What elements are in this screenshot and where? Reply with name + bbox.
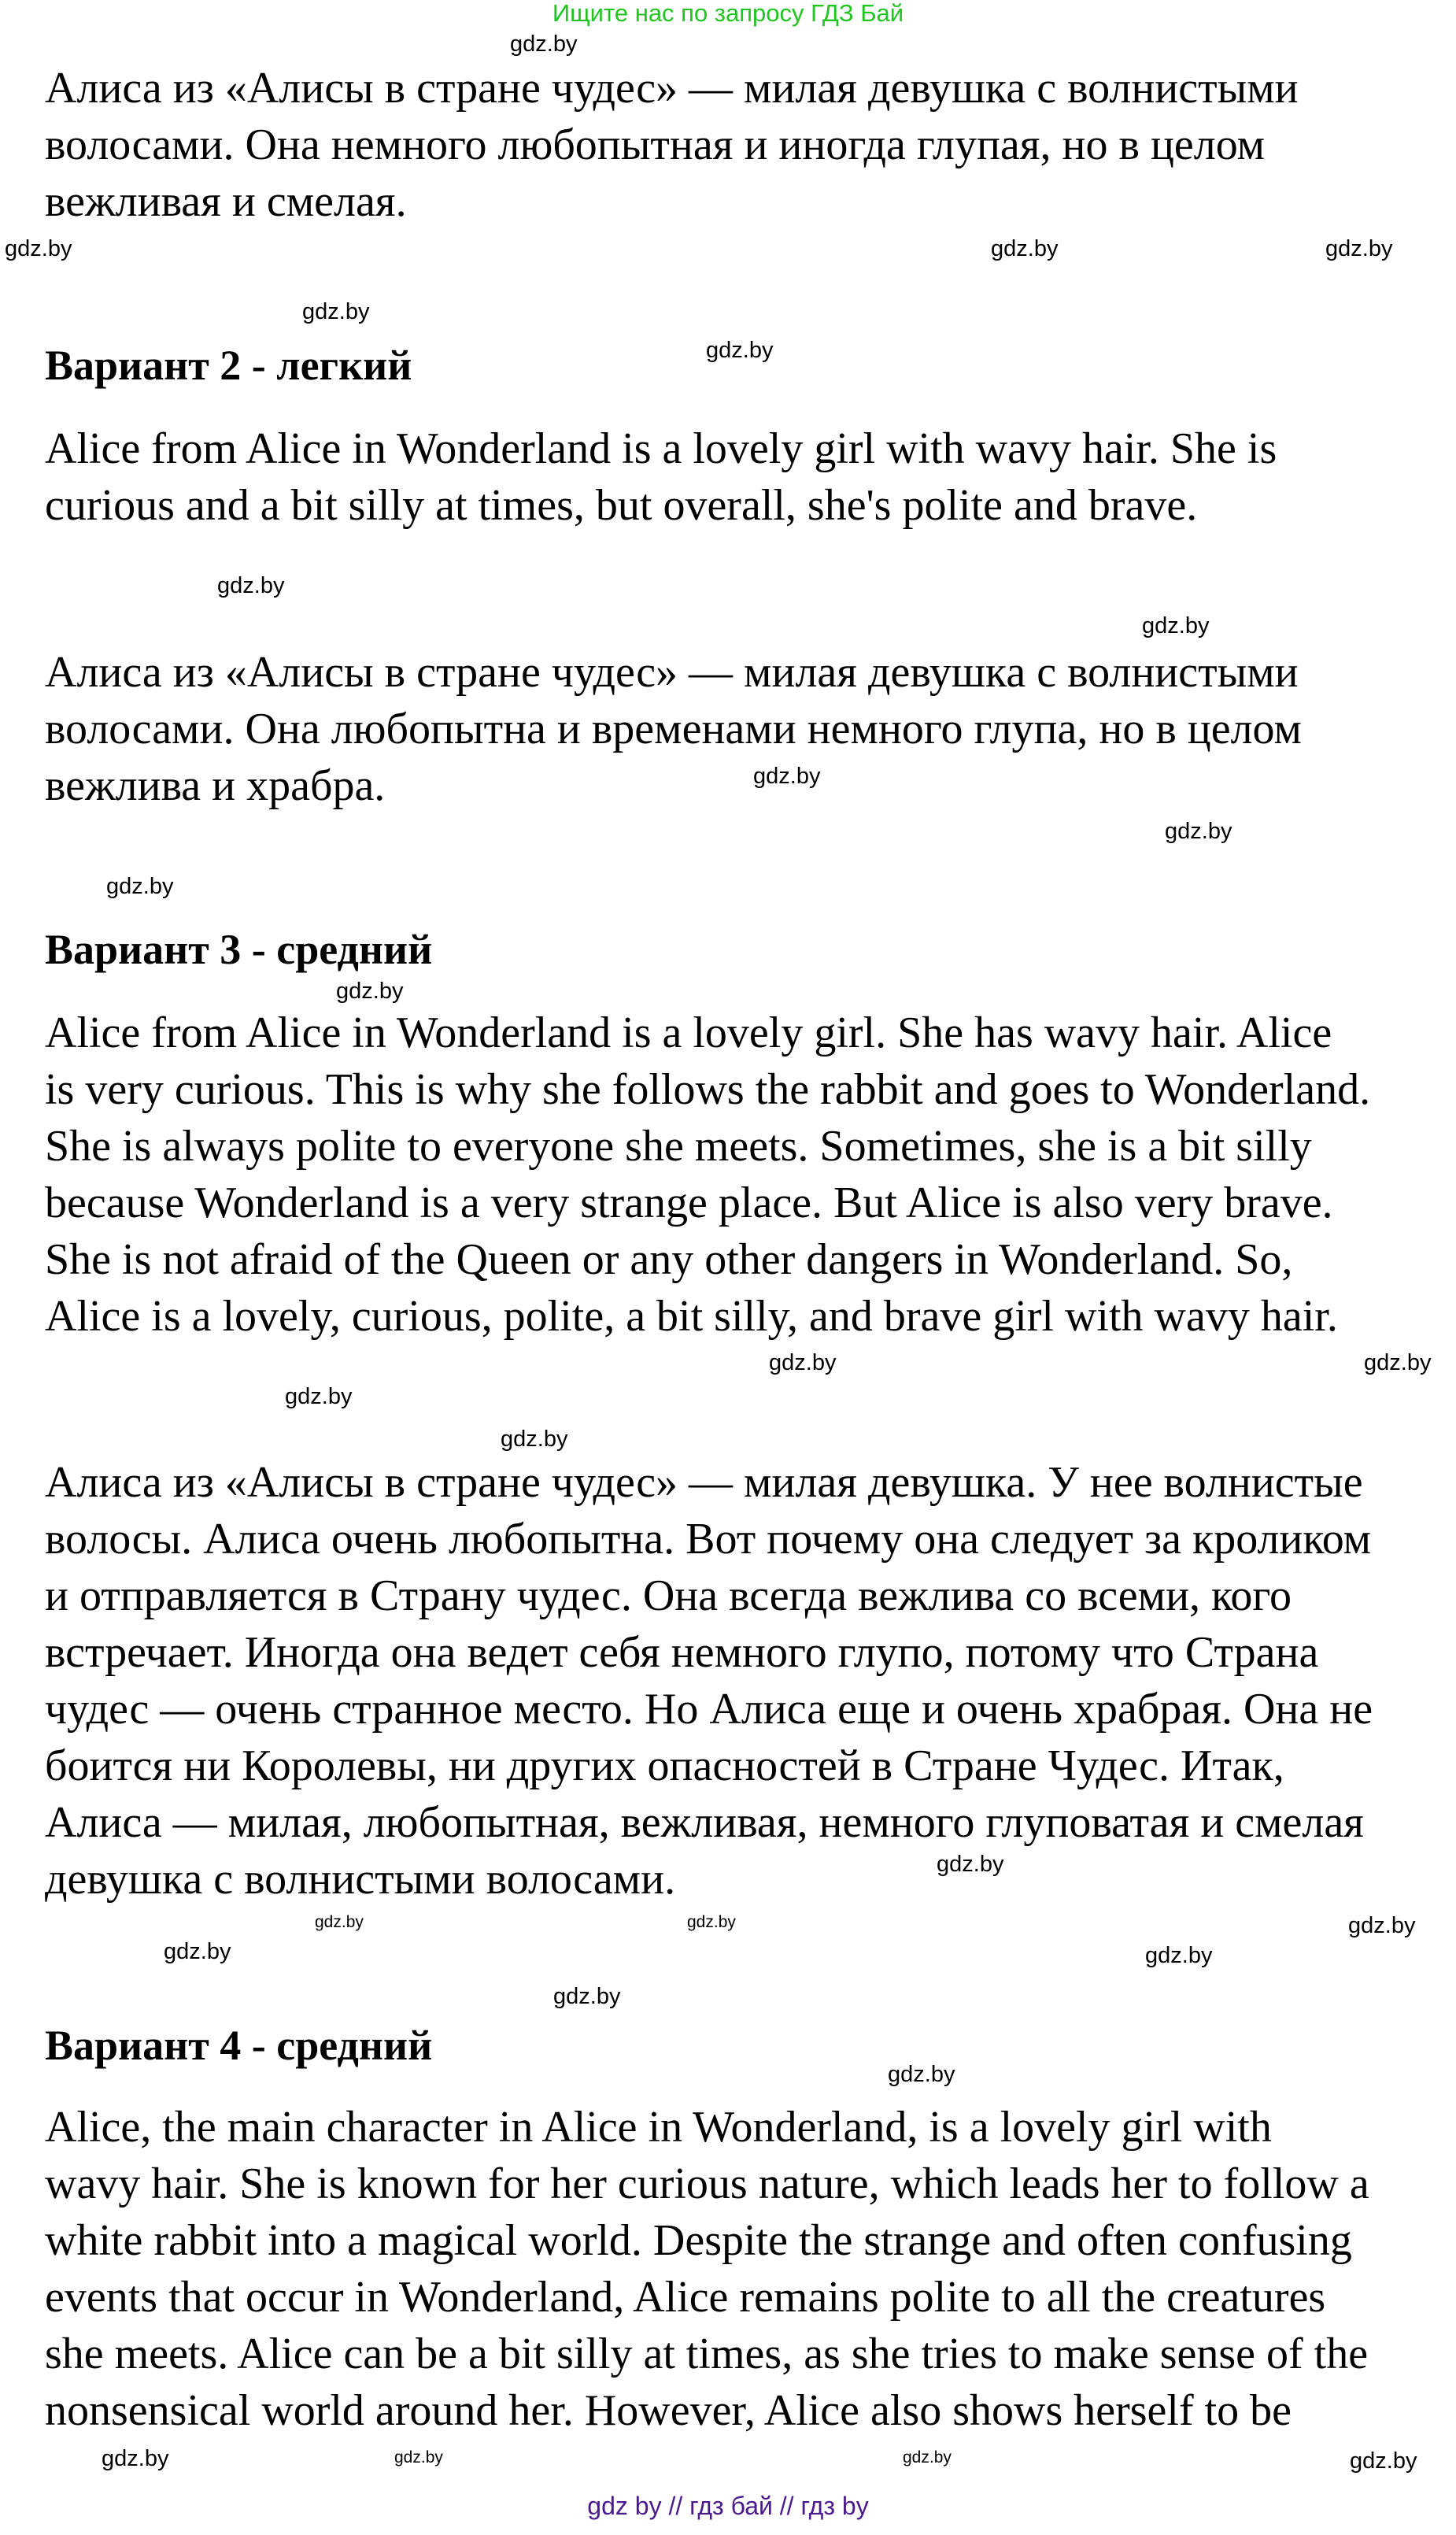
watermark: gdz.by: [769, 1350, 837, 1375]
watermark: gdz.by: [302, 299, 370, 324]
watermark: gdz.by: [1364, 1350, 1432, 1375]
text-line: Алиса из «Алисы в стране чудес» — милая девушка. У нее волнистые: [45, 1458, 1363, 1507]
watermark: gdz.by: [5, 236, 72, 261]
heading-variant-4: Вариант 4 - средний: [45, 2022, 433, 2069]
text-line: events that occur in Wonderland, Alice remains polite to all the creatures: [45, 2273, 1326, 2322]
watermark: gdz.by: [687, 1913, 736, 1931]
text-line: Alice from Alice in Wonderland is a lovely girl with wavy hair. She is: [45, 424, 1277, 473]
watermark: gdz.by: [217, 573, 285, 598]
watermark: gdz.by: [1145, 1943, 1213, 1968]
watermark: gdz.by: [1348, 1913, 1416, 1938]
watermark: gdz.by: [394, 2448, 443, 2467]
text-line: She is not afraid of the Queen or any other dangers in Wonderland. So,: [45, 1235, 1293, 1284]
text-line: because Wonderland is a very strange place. But Alice is also very brave.: [45, 1179, 1333, 1227]
text-line: чудес — очень странное место. Но Алиса еще и очень храбрая. Она не: [45, 1685, 1373, 1734]
text-line: Алиса из «Алисы в стране чудес» — милая девушка с волнистыми: [45, 64, 1299, 113]
text-line: Алиса — милая, любопытная, вежливая, немного глуповатая и смелая: [45, 1798, 1364, 1847]
text-line: Alice is a lovely, curious, polite, a bit silly, and brave girl with wavy hair.: [45, 1292, 1338, 1341]
watermark: gdz.by: [336, 979, 404, 1004]
heading-variant-2: Вариант 2 - легкий: [45, 342, 412, 389]
paragraph-en-2: [45, 420, 1277, 534]
watermark: gdz.by: [706, 338, 774, 363]
watermark: gdz.by: [510, 31, 578, 57]
watermark: gdz.by: [888, 2062, 955, 2087]
text-line: white rabbit into a magical world. Despite the strange and often confusing: [45, 2216, 1352, 2265]
paragraph-ru-1: [45, 60, 1299, 230]
watermark: gdz.by: [753, 764, 821, 789]
site-banner: Ищите нас по запросу ГДЗ Бай: [552, 0, 904, 27]
watermark: gdz.by: [553, 1984, 621, 2009]
text-line: и отправляется в Страну чудес. Она всегда вежлива со всеми, кого: [45, 1571, 1292, 1620]
watermark: gdz.by: [991, 236, 1059, 261]
paragraph-ru-3: [45, 1454, 1373, 1908]
watermark: gdz.by: [1350, 2448, 1417, 2474]
text-line: Алиса из «Алисы в стране чудес» — милая девушка с волнистыми: [45, 648, 1299, 697]
text-line: curious and a bit silly at times, but overall, she's polite and brave.: [45, 481, 1198, 530]
paragraph-ru-2: [45, 644, 1302, 814]
watermark: gdz.by: [102, 2446, 169, 2471]
watermark: gdz.by: [1165, 819, 1232, 844]
text-line: боится ни Королевы, ни других опасностей в Стране Чудес. Итак,: [45, 1741, 1284, 1790]
paragraph-en-4: [45, 2099, 1369, 2439]
watermark: gdz.by: [285, 1384, 353, 1409]
text-line: встречает. Иногда она ведет себя немного глупо, потому что Страна: [45, 1628, 1319, 1677]
text-line: She is always polite to everyone she meets. Sometimes, she is a bit silly: [45, 1122, 1312, 1171]
watermark: gdz.by: [106, 874, 174, 899]
watermark: gdz.by: [903, 2448, 952, 2467]
text-line: Alice from Alice in Wonderland is a lovely girl. She has wavy hair. Alice: [45, 1008, 1332, 1057]
heading-variant-3: Вариант 3 - средний: [45, 926, 433, 973]
text-line: волосами. Она немного любопытная и иногда глупая, но в целом: [45, 120, 1266, 169]
watermark: gdz.by: [1325, 236, 1393, 261]
watermark: gdz.by: [937, 1852, 1004, 1877]
text-line: Alice, the main character in Alice in Wonderland, is a lovely girl with: [45, 2103, 1272, 2152]
text-line: she meets. Alice can be a bit silly at times, as she tries to make sense of the: [45, 2330, 1369, 2378]
text-line: вежливая и смелая.: [45, 177, 407, 226]
text-line: nonsensical world around her. However, Alice also shows herself to be: [45, 2386, 1292, 2435]
text-line: вежлива и храбра.: [45, 761, 386, 810]
watermark: gdz.by: [315, 1913, 364, 1931]
footer-links: gdz by // гдз бай // гдз by: [587, 2492, 869, 2520]
text-line: wavy hair. She is known for her curious nature, which leads her to follow a: [45, 2159, 1369, 2208]
text-line: девушка с волнистыми волосами.: [45, 1855, 676, 1904]
watermark: gdz.by: [1142, 613, 1210, 638]
text-line: is very curious. This is why she follows the rabbit and goes to Wonderland.: [45, 1065, 1371, 1114]
watermark: gdz.by: [164, 1939, 231, 1964]
text-line: волосами. Она любопытна и временами немного глупа, но в целом: [45, 705, 1302, 753]
watermark: gdz.by: [501, 1427, 568, 1452]
text-line: волосы. Алиса очень любопытна. Вот почему она следует за кроликом: [45, 1515, 1372, 1564]
paragraph-en-3: [45, 1005, 1370, 1345]
